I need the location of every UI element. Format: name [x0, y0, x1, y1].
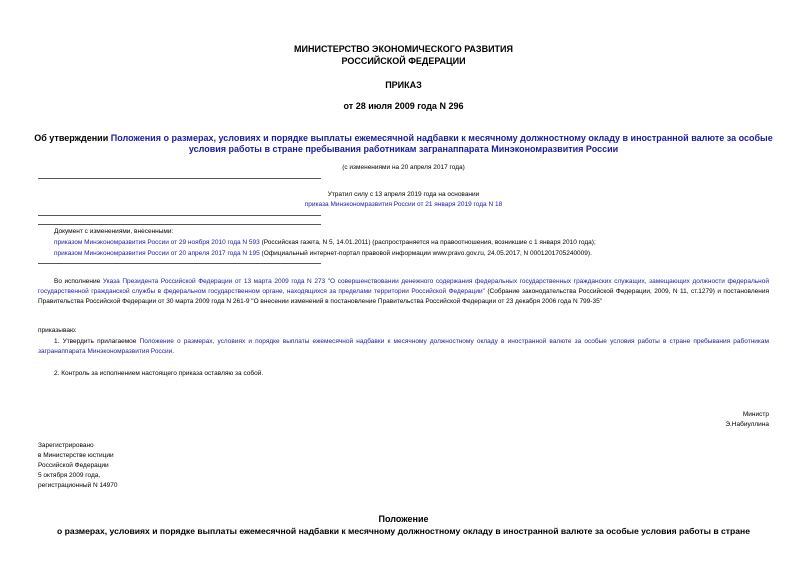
order-item-1-link[interactable]: Положение о размерах, условиях и порядке выплаты ежемесячной надбавки к месячному должностному окладу в иностранной валюте за особые условия работы в стране пребывания работникам загранаппарата Минэкономразвития России — [38, 338, 769, 355]
changes-heading: Документ с изменениями, внесенными: — [54, 228, 174, 235]
preamble — [38, 277, 769, 307]
divider — [38, 178, 321, 179]
order-item-1 — [38, 337, 769, 357]
document-title — [30, 133, 777, 155]
doc-date: от 28 июля 2009 года N 296 — [343, 101, 464, 111]
preamble-start: Во исполнение — [54, 278, 103, 285]
changes-item-1-link[interactable]: приказом Минэкономразвития России от 29 ноября 2010 года N 593 — [54, 239, 260, 246]
title-link-line-2[interactable]: условия работы в стране пребывания работникам загранаппарата Минэкономразвития России — [188, 144, 619, 154]
expired-link[interactable]: приказа Минэкономразвития России от 21 января 2019 года N 18 — [304, 201, 503, 208]
expired-line: Утратил силу с 13 апреля 2019 года на основании — [327, 191, 480, 198]
preamble-link[interactable]: Указа Президента Российской Федерации от 13 марта 2009 года N 273 "О совершенствовании денежного содержания федеральных государственных гражданских служащих, замещающих должности федеральной государственной гражданской службы в федеральном государственном органе, находящихся за пределами территории Российской Федерации" — [38, 278, 769, 295]
registration-line-1: Зарегистрировано — [38, 442, 94, 449]
order-item-2: 2. Контроль за исполнением настоящего приказа оставляю за собой. — [54, 370, 264, 377]
registration-line-5: регистрационный N 14970 — [38, 482, 118, 489]
changes-item-1 — [54, 238, 774, 248]
changes-item-2-rest: (Официальный интернет-портал правовой информации www.pravo.gov.ru, 24.05.2017, N 0001201705240009). — [259, 250, 592, 257]
divider — [38, 224, 321, 225]
preamble-rest: (Собрание законодательства Российской Федерации, 2009, N 11, ст.1279) и постановления Правительства Российской Федерации от 30 марта 2009 года N 261-9 "О внесении изменений в постановление Правительства Российской Федерации от 23 декабря 2006 года N 799-35" — [38, 288, 769, 305]
amend-note: (с изменениями на 20 апреля 2017 года) — [342, 164, 465, 171]
changes-item-2 — [54, 249, 774, 259]
order-item-1-end: . — [172, 348, 175, 355]
changes-item-1-rest: (Российская газета, N 5, 14.01.2011) (распространяется на правоотношения, возникшие с 1 января 2010 года); — [259, 239, 596, 246]
registration-line-4: 5 октября 2009 года, — [38, 472, 101, 479]
registration-line-2: в Министерстве юстиции — [38, 452, 114, 459]
order-item-1-start: 1. Утвердить прилагаемое — [54, 338, 140, 345]
divider — [38, 263, 321, 264]
registration-block — [38, 441, 238, 491]
changes-item-2-link[interactable]: приказом Минэкономразвития России от 20 апреля 2017 года N 195 — [54, 250, 260, 257]
title-prefix: Об утверждении — [34, 133, 111, 143]
annex-title: Положение — [378, 514, 429, 524]
divider — [38, 215, 321, 216]
signature-name: Э.Набиуллина — [725, 421, 769, 428]
annex-subtitle: о размерах, условиях и порядке выплаты ежемесячной надбавки к месячному должностному окладу в иностранной валюте за особые условия работы в стране — [56, 526, 751, 536]
ministry-line-2: РОССИЙСКОЙ ФЕДЕРАЦИИ — [341, 56, 466, 66]
doc-type: ПРИКАЗ — [385, 80, 422, 90]
title-link-line-1[interactable]: Положения о размерах, условиях и порядке выплаты ежемесячной надбавки к месячному должностному окладу в иностранной валюте за особые — [110, 133, 773, 143]
registration-line-3: Российской Федерации — [38, 462, 109, 469]
order-word: приказываю: — [38, 327, 77, 334]
signature-position: Министр — [742, 411, 769, 418]
ministry-line-1: МИНИСТЕРСТВО ЭКОНОМИЧЕСКОГО РАЗВИТИЯ — [294, 44, 513, 54]
